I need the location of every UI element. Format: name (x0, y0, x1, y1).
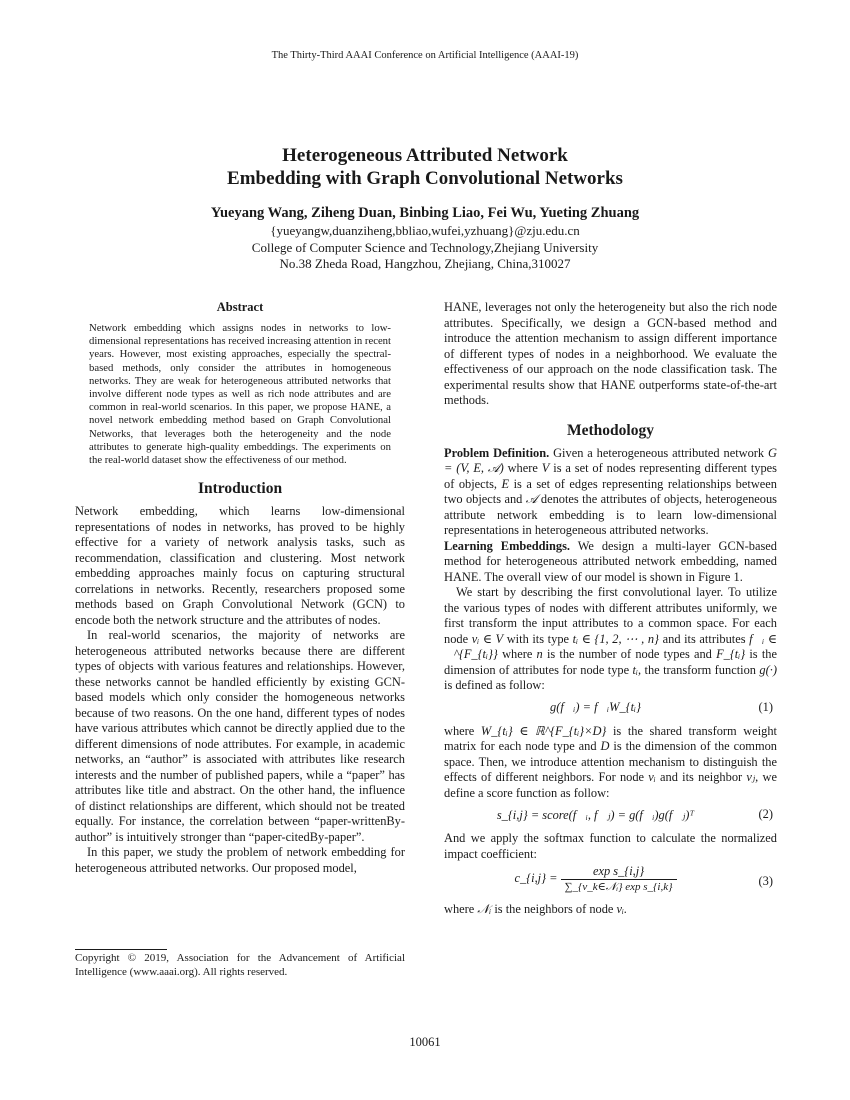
methodology-heading: Methodology (567, 421, 654, 439)
equation-3-denominator: ∑_{v_k∈𝒩ᵢ} exp s_{i,k} (564, 881, 673, 893)
page-number: 10061 (409, 1035, 441, 1049)
learning-embeddings-paragraph: Learning Embeddings. We design a multi-layer GCN-based method for heterogeneous attributed network embedding, named HANE. The overall view of our model is shown in Figure 1. (444, 538, 778, 584)
footnote-rule (75, 949, 167, 950)
copyright-footnote (75, 949, 405, 979)
equation-1-expression: g(f⃗ᵢ) = f⃗ᵢW_{tᵢ} (550, 699, 641, 714)
affiliation-block (0, 223, 850, 273)
graph-definition-math: G = (V, E, 𝒜) (444, 445, 777, 475)
introduction-heading: Introduction (197, 480, 283, 498)
equation-2-expression: s_{i,j} = score(f⃗ᵢ, f⃗ⱼ) = g(f⃗ᵢ)g(f⃗ⱼ)ᵀ (496, 808, 695, 822)
author-emails: {yueyangw,duanziheng,bbliao,wufei,yzhuang}@zju.edu.cn (270, 223, 580, 238)
title-line-2: Embedding with Graph Convolutional Networks (227, 168, 623, 189)
softmax-paragraph: And we apply the softmax function to calculate the normalized impact coefficient: (444, 831, 777, 861)
author-list: Yueyang Wang, Ziheng Duan, Binbing Liao, Fei Wu, Yueting Zhuang (210, 205, 640, 221)
equation-2-number: (2) (758, 807, 773, 821)
equation-3-number: (3) (758, 874, 773, 888)
equation-1-number: (1) (758, 699, 773, 714)
intro-continuation: HANE, leverages not only the heterogeneity but also the rich node attributes. Specifically, we design a GCN-based method and introduce the attention mechanism to assign different importance of different types of nodes in a neighborhood. We evaluate the effectiveness of our approach on the node classification task. The experimental results show that HANE outperforms state-of-the-art methods. (444, 300, 777, 407)
problem-definition-paragraph: Problem Definition. Given a heterogeneous attributed network G = (V, E, 𝒜) where V is a set of nodes representing different types of objects, E is a set of edges representing relationships between two objects and 𝒜 denotes the attributes of objects, heterogeneous attribute network embedding is to learn low-dimensional representations in heterogeneous attributed networks. (444, 445, 777, 537)
equation-3-fraction (561, 864, 677, 894)
equation-3-expression: c_{i,j} = $\frac{\text{exp s\_\{i,j\}}}{\text{∑\_\{v\_k∈𝒩ᵢ\} exp s\_\{i,k\}}}$ (444, 864, 747, 894)
address: No.38 Zheda Road, Hangzhou, Zhejiang, China,310027 (279, 256, 571, 271)
intro-paragraph-2: In real-world scenarios, the majority of networks are heterogeneous attributed networks because there are different types of objects with various features and relationships. However, these networks cannot be handled efficiently by existing GCN-based models which only consider the homogeneous networks because of two reasons. On the one hand, different types of nodes have various attributes which cannot be directly applied due to the different dimensions of node attributes. For example, in academic networks, an “author” is associated with attributes like research interests and the number of published papers, while a “paper” has attributes like title and abstract. On the other hand, the influence of distinct relationships are different, which should not be treated equally. For instance, the correlation between “paper-writtenBy-author” is intuitively stronger than “paper-citedBy-paper”. (75, 628, 405, 844)
learning-embeddings-label: Learning Embeddings. (444, 538, 571, 553)
equation-1 (444, 694, 777, 724)
abstract-heading: Abstract (216, 300, 264, 314)
conference-header: The Thirty-Third AAAI Conference on Artificial Intelligence (AAAI-19) (271, 50, 579, 61)
equation-3 (444, 862, 777, 902)
transform-paragraph: We start by describing the first convolutional layer. To utilize the various types of nodes with different attributes uniformly, we first transform the input attributes to a common space. For each node vᵢ ∈ V with its type tᵢ ∈ {1, 2, ⋯ , n} and its attributes f⃗ᵢ ∈ ℝ^{F_{tᵢ}} where n is the number of node types and F_{tᵢ} is the dimension of attributes for node type tᵢ, the transform function g(·) is defined as follow: (444, 585, 777, 692)
equation-3-numerator: exp s_{i,j} (561, 864, 677, 880)
title-line-1: Heterogeneous Attributed Network (282, 145, 568, 166)
left-column (75, 300, 405, 876)
intro-paragraph-1: Network embedding, which learns low-dimensional representations of nodes in networks, has proved to be highly effective for a variety of network analysis tasks, such as recommendation, classification and clustering. Most network embedding approaches mainly focus on capturing structural correlations in networks. Recently, researchers proposed some methods based on Graph Convolutional Network (GCN) to encode both the network structure and the attributes of nodes. (75, 504, 405, 627)
institution: College of Computer Science and Technology,Zhejiang University (251, 239, 599, 255)
neighbors-paragraph: where 𝒩ᵢ is the neighbors of node vᵢ. (444, 902, 628, 916)
problem-definition-label: Problem Definition. (444, 445, 550, 460)
equation-2 (444, 801, 777, 831)
paper-title (0, 144, 850, 190)
right-column (444, 300, 777, 918)
copyright-text: Copyright © 2019, Association for the Advancement of Artificial Intelligence (www.aaai.org). All rights reserved. (75, 952, 405, 978)
weight-paragraph: where W_{tᵢ} ∈ ℝ^{F_{tᵢ}×D} is the shared transform weight matrix for each node type and D is the dimension of the common space. Then, we introduce attention mechanism to distinguish the effects of different neighbors. For node vᵢ and its neighbor vⱼ, we define a score function as follow: (444, 723, 777, 800)
abstract-text: Network embedding which assigns nodes in networks to low-dimensional representations has received increasing attention in recent years. However, most existing approaches, especially the spectral-based methods, only consider the attributes in homogeneous networks. They are weak for heterogeneous attributed networks that involve different node types as well as rich node attributes and are common in real-world scenarios. In this paper, we propose HANE, a novel network embedding method based on Graph Convolutional Networks, that leverages both the heterogeneity and the node attributes to generate high-quality embeddings. The experiments on the real-world dataset show the effectiveness of our method. (89, 322, 391, 467)
intro-paragraph-3: In this paper, we study the problem of network embedding for heterogeneous attributed networks. Our proposed model, (75, 845, 405, 875)
